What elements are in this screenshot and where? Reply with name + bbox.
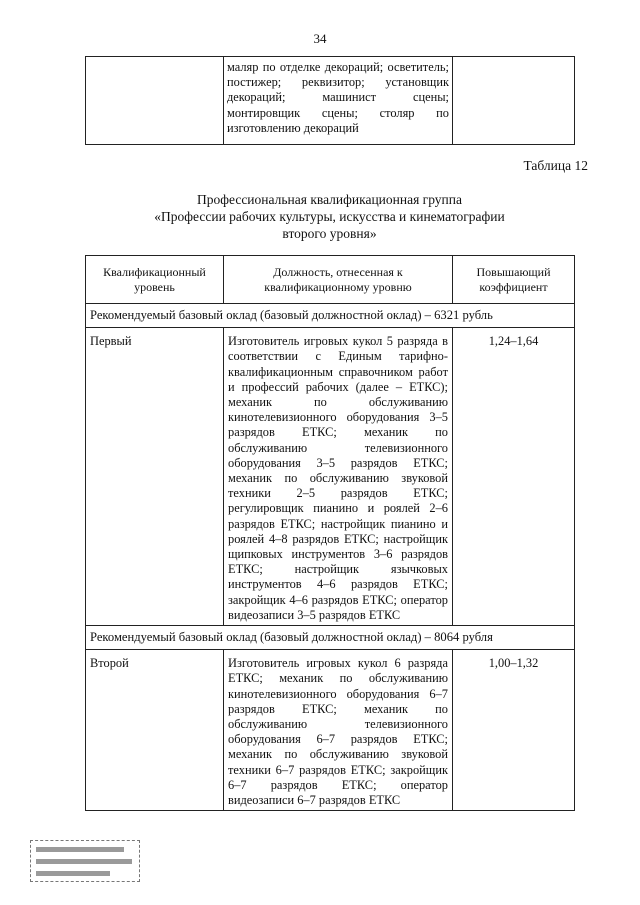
table-row bbox=[86, 650, 575, 811]
table-row bbox=[86, 57, 575, 145]
salary-text: Рекомендуемый базовый оклад (базовый должностной оклад) – 6321 рубль bbox=[86, 304, 575, 328]
salary-text: Рекомендуемый базовый оклад (базовый должностной оклад) – 8064 рубля bbox=[86, 626, 575, 650]
group-title-line: Профессиональная квалификационная группа bbox=[197, 192, 462, 207]
header-level: Квалификационный уровень bbox=[86, 256, 224, 304]
coefficient-cell: 1,24–1,64 bbox=[453, 328, 575, 626]
positions-cell: Изготовитель игровых кукол 6 разряда ЕТКС; механик по обслуживанию кинотелевизионного оборудования 6–7 разрядов ЕТКС; механик по обслуживанию телевизионного оборудования 6–7 разрядов ЕТКС; механик по обслуживанию звуковой техники 6–7 разрядов ЕТКС; закройщик 6–7 разрядов ЕТКС; оператор видеозаписи 6–7 разрядов ЕТКС bbox=[224, 650, 453, 811]
registration-stamp bbox=[30, 840, 140, 882]
group-title-line: «Профессии рабочих культуры, искусства и кинематографии bbox=[154, 209, 505, 224]
empty-cell bbox=[86, 57, 224, 145]
level-cell: Второй bbox=[86, 650, 224, 811]
stamp-line bbox=[36, 871, 110, 876]
continuation-table bbox=[85, 56, 575, 145]
header-position: Должность, отнесенная к квалификационному уровню bbox=[224, 256, 453, 304]
group-title bbox=[85, 191, 574, 242]
qualification-table bbox=[85, 255, 575, 811]
table-label: Таблица 12 bbox=[523, 158, 588, 173]
page-number: 34 bbox=[313, 31, 327, 46]
level-cell: Первый bbox=[86, 328, 224, 626]
group-title-line: второго уровня» bbox=[282, 226, 377, 241]
continuation-positions: маляр по отделке декораций; осветитель; постижер; реквизитор; установщик декораций; машинист сцены; монтировщик сцены; столяр по изготовлению декораций bbox=[224, 57, 453, 145]
header-coefficient: Повышающий коэффициент bbox=[453, 256, 575, 304]
coefficient-cell: 1,00–1,32 bbox=[453, 650, 575, 811]
empty-cell bbox=[453, 57, 575, 145]
salary-row bbox=[86, 304, 575, 328]
table-row bbox=[86, 328, 575, 626]
salary-row bbox=[86, 626, 575, 650]
stamp-line bbox=[36, 859, 132, 864]
positions-cell: Изготовитель игровых кукол 5 разряда в соответствии с Единым тарифно-квалификационным справочником работ и профессий рабочих (далее – ЕТКС); механик по обслуживанию кинотелевизионного оборудования 3–5 разрядов ЕТКС; механик по обслуживанию телевизионного оборудования 3–5 разрядов ЕТКС; механик по обслуживанию звуковой техники 2–5 разрядов ЕТКС; регулировщик пианино и роялей 2–6 разрядов ЕТКС; настройщик пианино и роялей 4–8 разрядов ЕТКС; настройщик щипковых инструментов 3–6 разрядов ЕТКС; настройщик язычковых инструментов 4–6 разрядов ЕТКС; закройщик 4–6 разрядов ЕТКС; оператор видеозаписи 3–5 разрядов ЕТКС bbox=[224, 328, 453, 626]
table-header-row bbox=[86, 256, 575, 304]
stamp-line bbox=[36, 847, 124, 852]
